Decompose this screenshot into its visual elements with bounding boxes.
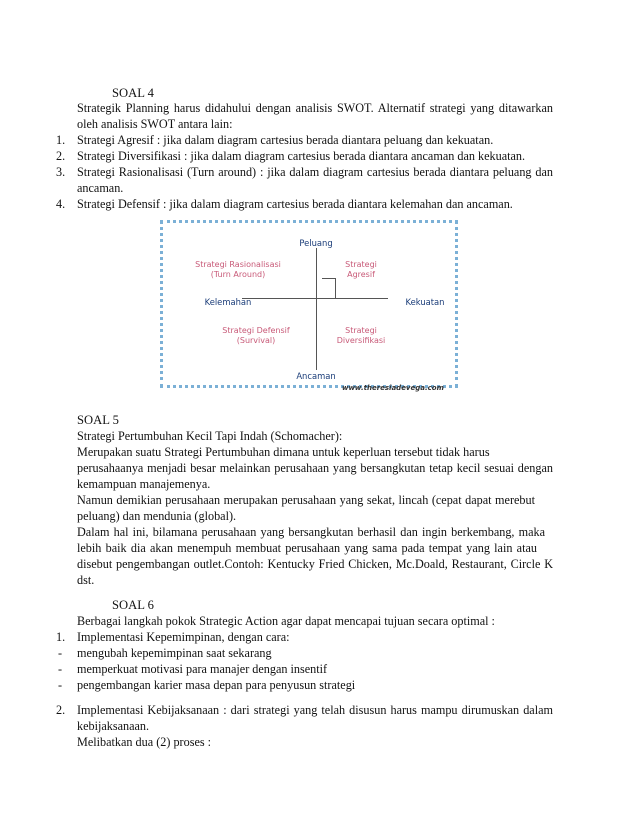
soal4-item-3-text: Strategi Rasionalisasi (Turn around) : jika dalam diagram cartesius berada diantara peluang dan bbox=[77, 165, 553, 179]
soal6-heading: SOAL 6 bbox=[112, 598, 154, 612]
soal4-item-1-number: 1. bbox=[56, 133, 66, 147]
soal5-line-4: kemampuan manajemenya. bbox=[77, 477, 211, 491]
soal4-item-1-text: Strategi Agresif : jika dalam diagram cartesius berada diantara peluang dan kekuatan. bbox=[77, 133, 494, 147]
soal6-intro: Berbagai langkah pokok Strategic Action agar dapat mencapai tujuan secara optimal : bbox=[77, 614, 495, 628]
soal5-line-2: Merupakan suatu Strategi Pertumbuhan dimana untuk keperluan tersebut tidak harus bbox=[77, 445, 490, 459]
soal6-bullet-2-text: memperkuat motivasi para manajer dengan insentif bbox=[77, 662, 328, 676]
soal6-bullet-3-mark: - bbox=[58, 678, 63, 692]
soal6-bullet-3-text: pengembangan karier masa depan para penyusun strategi bbox=[77, 678, 356, 692]
soal5-line-8: lebih baik dia akan menempuh membuat perusahaan yang sama pada tempat yang lain atau bbox=[77, 541, 537, 555]
soal4-item-4-number: 4. bbox=[56, 197, 66, 211]
soal4-intro-line-2: oleh analisis SWOT antara lain: bbox=[77, 117, 233, 131]
swot-diagram bbox=[160, 220, 466, 392]
soal5-line-10: dst. bbox=[77, 573, 95, 587]
label-peluang: Peluang bbox=[299, 238, 333, 248]
soal4-heading: SOAL 4 bbox=[112, 86, 154, 100]
soal6-bullet-2-mark: - bbox=[58, 662, 63, 676]
label-diversifikasi-line-1: Strategi bbox=[345, 326, 377, 335]
label-agresif-line-1: Strategi bbox=[345, 260, 377, 269]
soal6-item-1-text: Implementasi Kepemimpinan, dengan cara: bbox=[77, 630, 290, 644]
soal4-item-2-number: 2. bbox=[56, 149, 66, 163]
soal4-intro-line-1: Strategik Planning harus didahului dengan analisis SWOT. Alternatif strategi yang ditawarkan bbox=[77, 101, 553, 115]
vertical-axis-line bbox=[316, 248, 317, 370]
soal5-line-1: Strategi Pertumbuhan Kecil Tapi Indah (Schomacher): bbox=[77, 429, 343, 443]
soal6-bullet-1-mark: - bbox=[58, 646, 63, 660]
soal5-line-9: disebut pengembangan outlet.Contoh: Kentucky Fried Chicken, Mc.Doald, Restaurant, Circle K bbox=[77, 557, 553, 571]
label-rasionalisasi-line-2: (Turn Around) bbox=[210, 270, 266, 279]
soal6-item-2-number: 2. bbox=[56, 703, 66, 717]
soal6-item-2-continuation: kebijaksanaan. bbox=[77, 719, 150, 733]
soal4-item-3-continuation: ancaman. bbox=[77, 181, 124, 195]
soal6-item-1-number: 1. bbox=[56, 630, 66, 644]
soal6-closing: Melibatkan dua (2) proses : bbox=[77, 735, 212, 749]
label-defensif-line-2: (Survival) bbox=[236, 336, 276, 345]
soal4-item-4-text: Strategi Defensif : jika dalam diagram cartesius berada diantara kelemahan dan ancaman. bbox=[77, 197, 513, 211]
soal5-heading: SOAL 5 bbox=[77, 413, 119, 427]
soal5-line-3: perusahaanya menjadi besar melainkan perusahaan yang bersangkutan tetap kecil sesuai dengan bbox=[77, 461, 553, 475]
soal6-item-2-text: Implementasi Kebijaksanaan : dari strategi yang telah disusun harus mampu dirumuskan dalam bbox=[77, 703, 553, 717]
label-rasionalisasi-line-1: Strategi Rasionalisasi bbox=[195, 260, 281, 269]
soal5-line-7: Dalam hal ini, bilamana perusahaan yang bersangkutan berhasil dan ingin berkembang, maka bbox=[77, 525, 545, 539]
label-defensif-line-1: Strategi Defensif bbox=[222, 326, 290, 335]
label-diversifikasi-line-2: Diversifikasi bbox=[336, 336, 386, 345]
label-kelemahan: Kelemahan bbox=[204, 297, 252, 307]
soal5-line-5: Namun demikian perusahaan merupakan perusahaan yang sekat, lincah (cepat dapat merebut bbox=[77, 493, 535, 507]
agresif-marker-side bbox=[335, 278, 336, 298]
soal4-item-3-number: 3. bbox=[56, 165, 66, 179]
watermark-url: www.theresiadevega.com bbox=[342, 384, 444, 392]
label-kekuatan: Kekuatan bbox=[405, 297, 445, 307]
soal5-line-6: peluang) dan mendunia (global). bbox=[77, 509, 237, 523]
label-agresif-line-2: Agresif bbox=[347, 270, 375, 279]
soal4-item-2-text: Strategi Diversifikasi : jika dalam diagram cartesius berada diantara ancaman dan kekuatan. bbox=[77, 149, 526, 163]
soal6-bullet-1-text: mengubah kepemimpinan saat sekarang bbox=[77, 646, 272, 660]
label-ancaman: Ancaman bbox=[296, 371, 336, 381]
